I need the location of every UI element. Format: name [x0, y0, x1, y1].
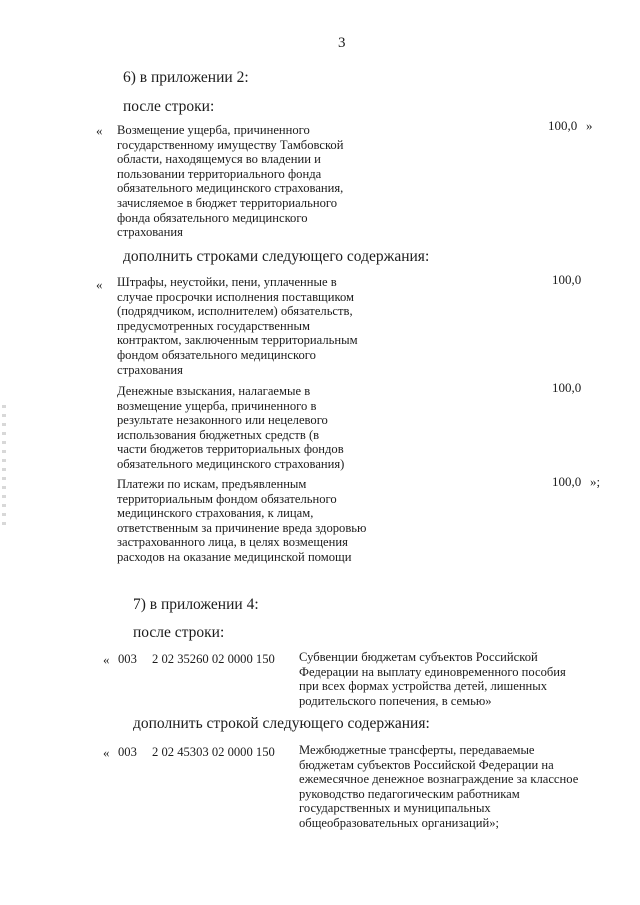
kbk-code: 2 02 45303 02 0000 150 [152, 745, 275, 759]
after-row-description [299, 650, 566, 708]
text-line: Межбюджетные трансферты, передаваемые [299, 743, 535, 757]
scan-margin-mark [2, 405, 6, 525]
text-line: (подрядчиком, исполнителем) обязательств, [117, 304, 353, 319]
close-quote: » [586, 118, 593, 133]
new-row-value: 100,0 [552, 272, 582, 287]
text-line: части бюджетов территориальных фондов [117, 442, 344, 457]
new-row-value: 100,0 [552, 380, 582, 395]
text-line: страхования [117, 225, 183, 240]
text-line: территориальным фондом обязательного [117, 491, 337, 506]
text-line: обязательного медицинского страхования) [117, 456, 345, 471]
new-row-description [117, 477, 366, 565]
new-row-description [117, 275, 358, 377]
text-line: области, находящемуся во владении и [117, 152, 321, 167]
admin-code: 003 [118, 652, 137, 666]
close-quote: »; [590, 474, 601, 489]
text-line: родительского попечения, в семью» [299, 693, 492, 708]
new-row-value: 100,0 [552, 474, 582, 489]
text-line: Денежные взыскания, налагаемые в [117, 384, 311, 398]
text-line: при всех формах устройства детей, лишенных [299, 679, 548, 694]
kbk-code: 2 02 35260 02 0000 150 [152, 652, 275, 666]
after-row-description [117, 123, 343, 240]
text-line: страхования [117, 362, 183, 377]
text-line: случае просрочки исполнения поставщиком [117, 289, 354, 304]
text-line: Федерации на выплату единовременного пособия [299, 664, 566, 679]
open-quote: « [103, 652, 110, 667]
text-line: государственному имуществу Тамбовской [117, 137, 344, 152]
text-line: возмещение ущерба, причиненного в [117, 398, 317, 413]
admin-code: 003 [118, 745, 137, 759]
text-line: государственных и муниципальных [299, 801, 491, 816]
text-line: обязательного медицинского страхования, [117, 181, 344, 196]
text-line: фондом обязательного медицинского [117, 347, 316, 362]
after-row-value: 100,0 [548, 118, 578, 133]
text-line: пользовании территориального фонда [117, 166, 322, 181]
text-line: Субвенции бюджетам субъектов Российской [299, 650, 538, 664]
text-line: руководство педагогическим работникам [299, 786, 520, 801]
new-row-description [117, 384, 344, 472]
text-line: ответственным за причинение вреда здоровью [117, 520, 367, 535]
open-quote: « [103, 745, 110, 760]
text-line: результате незаконного или нецелевого [117, 413, 328, 428]
text-line: бюджетам субъектов Российской Федерации на [299, 757, 554, 772]
text-line: предусмотренных государственным [117, 318, 310, 333]
text-line: использования бюджетных средств (в [117, 427, 320, 442]
section-6-add-rows-label: дополнить строками следующего содержания: [123, 248, 430, 265]
text-line: Возмещение ущерба, причиненного [117, 123, 310, 137]
section-7-heading: 7) в приложении 4: [133, 596, 259, 613]
text-line: фонда обязательного медицинского [117, 210, 308, 225]
text-line: общеобразовательных организаций»; [299, 815, 499, 830]
new-row-description [299, 743, 578, 831]
open-quote: « [96, 123, 103, 138]
section-7-add-row-label: дополнить строкой следующего содержания: [133, 715, 430, 732]
section-6-after-row-label: после строки: [123, 98, 215, 115]
text-line: застрахованного лица, в целях возмещения [117, 535, 348, 550]
open-quote: « [96, 277, 103, 292]
section-7-after-row-label: после строки: [133, 624, 225, 641]
text-line: расходов на оказание медицинской помощи [117, 549, 352, 564]
text-line: Платежи по искам, предъявленным [117, 477, 307, 491]
section-6-heading: 6) в приложении 2: [123, 69, 249, 86]
text-line: ежемесячное денежное вознаграждение за классное [299, 772, 579, 787]
text-line: медицинского страхования, к лицам, [117, 506, 314, 521]
page-number: 3 [338, 35, 346, 51]
text-line: контрактом, заключенным территориальным [117, 333, 358, 348]
text-line: Штрафы, неустойки, пени, уплаченные в [117, 275, 337, 289]
text-line: зачисляемое в бюджет территориального [117, 195, 338, 210]
